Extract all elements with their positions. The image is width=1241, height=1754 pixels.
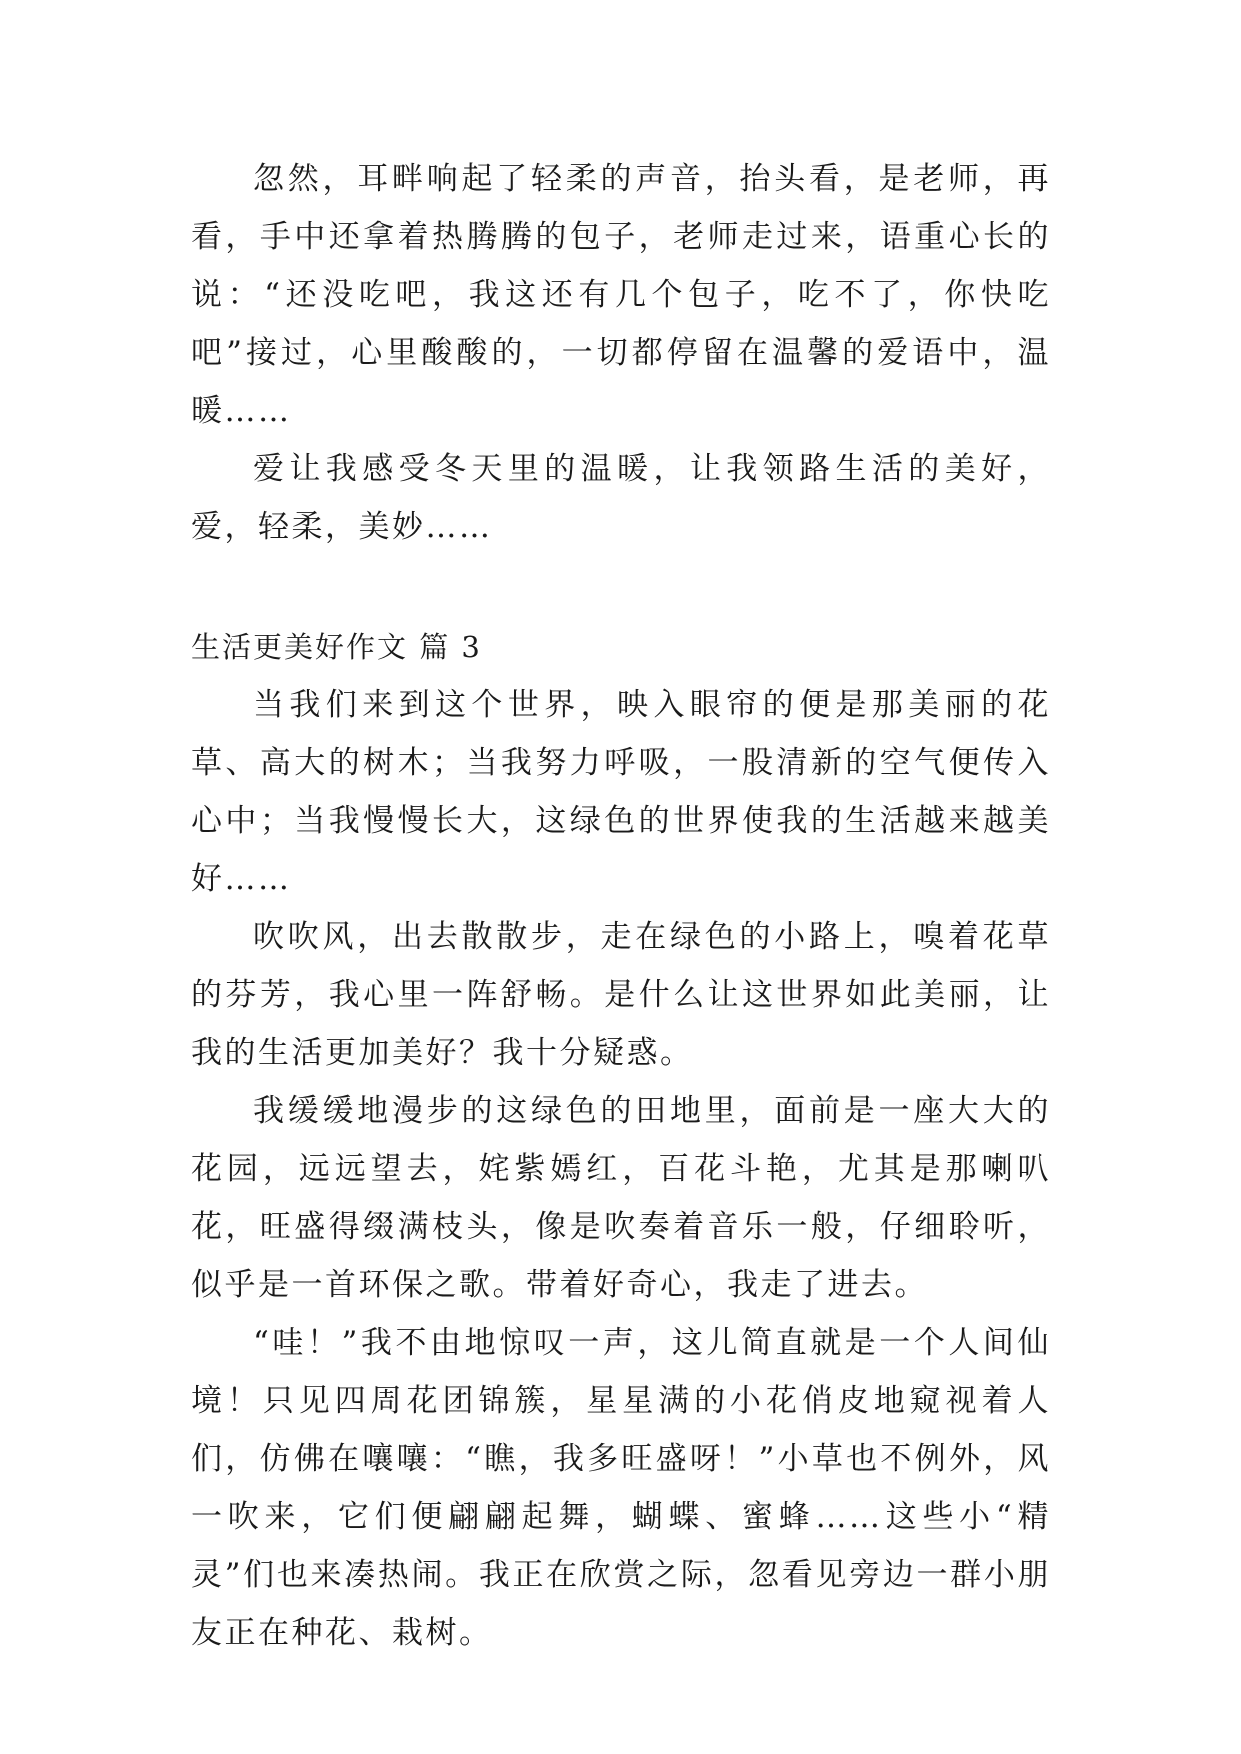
paragraph-garden: 我缓缓地漫步的这绿色的田地里，面前是一座大大的花园，远远望去，姹紫嫣红，百花斗艳，尤其是那喇叭花，旺盛得缀满枝头，像是吹奏着音乐一般，仔细聆听，似乎是一首环保之歌。带着好奇心，我走了进去。 <box>191 1093 1051 1303</box>
document-body <box>191 150 1051 1662</box>
paragraph-walk: 吹吹风，出去散散步，走在绿色的小路上，嗅着花草的芬芳，我心里一阵舒畅。是什么让这世界如此美丽，让我的生活更加美好？我十分疑惑。 <box>191 919 1051 1071</box>
paragraph-teacher-buns: 忽然，耳畔响起了轻柔的声音，抬头看，是老师，再看，手中还拿着热腾腾的包子，老师走过来，语重心长的说：“还没吃吧，我这还有几个包子，吃不了，你快吃吧”接过，心里酸酸的，一切都停留在温馨的爱语中，温暖…… <box>191 161 1051 429</box>
paragraph-world-intro: 当我们来到这个世界，映入眼帘的便是那美丽的花草、高大的树木；当我努力呼吸，一股清新的空气便传入心中；当我慢慢长大，这绿色的世界使我的生活越来越美好…… <box>191 687 1051 897</box>
paragraph-wonderland: “哇！”我不由地惊叹一声，这儿简直就是一个人间仙境！只见四周花团锦簇，星星满的小花俏皮地窥视着人们，仿佛在嚷嚷：“瞧，我多旺盛呀！”小草也不例外，风一吹来，它们便翩翩起舞，蝴蝶、蜜蜂……这些小“精灵”们也来凑热闹。我正在欣赏之际，忽看见旁边一群小朋友正在种花、栽树。 <box>191 1325 1051 1651</box>
paragraph-love-warmth: 爱让我感受冬天里的温暖，让我领路生活的美好，爱，轻柔，美妙…… <box>191 451 1051 545</box>
section-title: 生活更美好作文 篇 3 <box>191 630 482 664</box>
